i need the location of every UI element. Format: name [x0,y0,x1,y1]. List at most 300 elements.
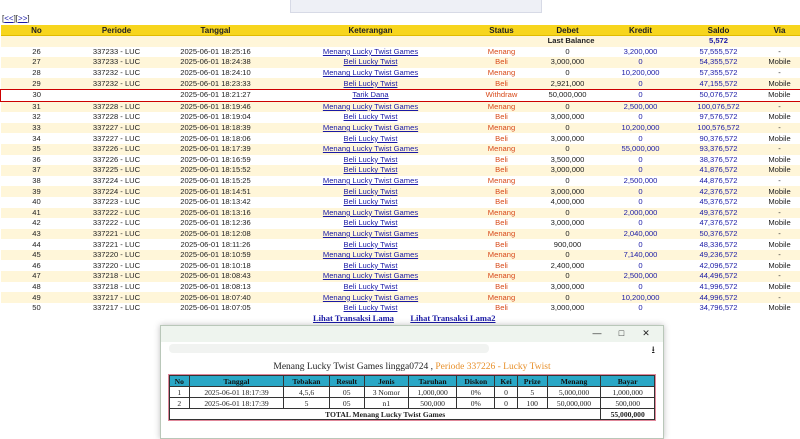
table-row [1,271,800,282]
cell-via: - [759,292,800,303]
cell-no: 41 [1,208,73,219]
cell-keterangan[interactable] [271,176,471,187]
bet-cell: 05 [329,387,364,398]
cell-kredit: 0 [603,260,679,271]
cell-kredit: 0 [603,133,679,144]
cell-no: 48 [1,282,73,293]
cell-kredit: 10,200,000 [603,292,679,303]
old-transactions-link[interactable]: Lihat Transaksi Lama [313,313,394,323]
cell-saldo: 93,376,572 [679,144,759,155]
table-row [1,197,800,208]
description-link[interactable]: Beli Lucky Twist [344,197,398,206]
cell-status: Beli [471,282,533,293]
cell-saldo: 57,555,572 [679,47,759,58]
bet-cell: 2025-06-01 18:17:39 [189,398,284,409]
cell-via: Mobile [759,89,800,101]
cell-status: Menang [471,68,533,79]
cell-no: 29 [1,78,73,89]
cell-no: 31 [1,101,73,112]
cell-status: Menang [471,176,533,187]
table-row [1,101,800,112]
cell-status: Menang [471,271,533,282]
cell-via: - [759,123,800,134]
cell-keterangan[interactable] [271,218,471,229]
cell-no: 47 [1,271,73,282]
cell-tanggal: 2025-06-01 18:19:46 [161,101,271,112]
cell-status: Menang [471,250,533,261]
cell-saldo: 41,876,572 [679,165,759,176]
cell-status: Beli [471,78,533,89]
cell-tanggal: 2025-06-01 18:12:36 [161,218,271,229]
bet-table-header [170,376,655,387]
col-periode: Periode [73,25,161,36]
cell-keterangan[interactable] [271,155,471,166]
bet-total-row [170,409,655,420]
cell-tanggal: 2025-06-01 18:08:43 [161,271,271,282]
table-row [1,57,800,68]
col-kredit: Kredit [603,25,679,36]
description-link[interactable]: Menang Lucky Twist Games [323,250,418,259]
cell-via: Mobile [759,260,800,271]
cell-via: Mobile [759,155,800,166]
cell-periode: 337233 - LUC [73,57,161,68]
cell-keterangan[interactable] [271,260,471,271]
prev-page-link[interactable]: << [4,14,13,23]
cell-no: 49 [1,292,73,303]
description-link[interactable]: Beli Lucky Twist [344,165,398,174]
cell-debet: 0 [533,250,603,261]
maximize-icon[interactable]: □ [610,328,632,338]
cell-status: Beli [471,218,533,229]
bet-cell: 100 [517,398,547,409]
description-link[interactable]: Beli Lucky Twist [344,134,398,143]
cell-tanggal: 2025-06-01 18:14:51 [161,186,271,197]
cell-via: - [759,101,800,112]
table-row [1,89,800,101]
cell-status: Beli [471,260,533,271]
cell-no: 34 [1,133,73,144]
cell-periode: 337225 - LUC [73,165,161,176]
last-balance-row [1,36,800,47]
cell-no: 35 [1,144,73,155]
cell-debet: 4,000,000 [533,197,603,208]
cell-status: Beli [471,239,533,250]
cell-tanggal: 2025-06-01 18:19:04 [161,112,271,123]
cell-debet: 0 [533,68,603,79]
cell-keterangan[interactable] [271,208,471,219]
cell-tanggal: 2025-06-01 18:18:39 [161,123,271,134]
description-link[interactable]: Menang Lucky Twist Games [323,229,418,238]
bet-col-menang: Menang [547,376,601,387]
table-row [1,133,800,144]
cell-debet: 0 [533,208,603,219]
cell-via: Mobile [759,133,800,144]
cell-no: 32 [1,112,73,123]
cell-kredit: 0 [603,197,679,208]
cell-periode: 337217 - LUC [73,303,161,314]
cell-keterangan[interactable] [271,89,471,101]
table-row [1,208,800,219]
cell-debet: 3,000,000 [533,303,603,314]
cell-saldo: 49,376,572 [679,208,759,219]
cell-kredit: 2,000,000 [603,208,679,219]
description-link[interactable]: Menang Lucky Twist Games [323,293,418,302]
cell-saldo: 41,996,572 [679,282,759,293]
cell-keterangan[interactable] [271,229,471,240]
description-link[interactable]: Menang Lucky Twist Games [323,68,418,77]
bet-col-tanggal: Tanggal [189,376,284,387]
bet-cell: 0% [457,398,495,409]
description-link[interactable]: Tarik Dana [352,90,388,99]
bet-row [170,387,655,398]
pagination-nav: [<<][>>] [2,14,30,23]
cell-no: 43 [1,229,73,240]
cell-via: Mobile [759,197,800,208]
col-status: Status [471,25,533,36]
cell-via: - [759,271,800,282]
popup-title-main: Menang Lucky Twist Games lingga0724 , [273,362,433,372]
description-link[interactable]: Menang Lucky Twist Games [323,271,418,280]
cell-kredit: 3,200,000 [603,47,679,58]
cell-saldo: 42,376,572 [679,186,759,197]
cell-debet: 2,921,000 [533,78,603,89]
old-transactions-2-link[interactable]: Lihat Transaksi Lama2 [410,313,495,323]
cell-status: Beli [471,155,533,166]
cell-periode: 337218 - LUC [73,282,161,293]
bet-cell: 5 [284,398,329,409]
cell-saldo: 90,376,572 [679,133,759,144]
bet-cell: 3 Nomor [364,387,408,398]
cell-saldo: 54,355,572 [679,57,759,68]
cell-kredit: 2,500,000 [603,101,679,112]
cell-status: Beli [471,57,533,68]
cell-tanggal: 2025-06-01 18:07:05 [161,303,271,314]
cell-keterangan[interactable] [271,101,471,112]
cell-keterangan[interactable] [271,292,471,303]
last-balance-label: Last Balance [1,36,603,47]
cell-kredit: 7,140,000 [603,250,679,261]
cell-debet: 3,000,000 [533,112,603,123]
cell-no: 45 [1,250,73,261]
cell-periode: 337220 - LUC [73,250,161,261]
cell-via: Mobile [759,303,800,314]
col-no: No [1,25,73,36]
cell-keterangan[interactable] [271,47,471,58]
cell-kredit: 2,040,000 [603,229,679,240]
cell-status: Menang [471,229,533,240]
bet-col-taruhan: Taruhan [408,376,456,387]
bet-cell: 500,000 [601,398,655,409]
bet-cell: 50,000,000 [547,398,601,409]
table-row [1,144,800,155]
top-panel-stub [290,0,542,13]
cell-periode: 337220 - LUC [73,260,161,271]
cell-keterangan[interactable] [271,68,471,79]
download-icon[interactable]: ⭳ [652,343,656,360]
cell-keterangan[interactable] [271,303,471,314]
description-link[interactable]: Beli Lucky Twist [344,218,398,227]
bet-col-result: Result [329,376,364,387]
cell-periode: 337226 - LUC [73,155,161,166]
cell-via: - [759,144,800,155]
cell-saldo: 49,236,572 [679,250,759,261]
cell-tanggal: 2025-06-01 18:12:08 [161,229,271,240]
cell-status: Menang [471,208,533,219]
cell-via: - [759,208,800,219]
bet-col-jenis: Jenis [364,376,408,387]
cell-periode: 337224 - LUC [73,186,161,197]
cell-saldo: 57,355,572 [679,68,759,79]
next-page-link[interactable]: >> [18,14,27,23]
cell-keterangan[interactable] [271,112,471,123]
cell-keterangan[interactable] [271,133,471,144]
cell-debet: 3,500,000 [533,155,603,166]
col-tanggal: Tanggal [161,25,271,36]
cell-debet: 3,000,000 [533,218,603,229]
description-link[interactable]: Beli Lucky Twist [344,112,398,121]
description-link[interactable]: Menang Lucky Twist Games [323,102,418,111]
table-row [1,218,800,229]
description-link[interactable]: Menang Lucky Twist Games [323,208,418,217]
cell-tanggal: 2025-06-01 18:17:39 [161,144,271,155]
transaction-table [0,25,800,313]
bet-total-value: 55,000,000 [601,409,655,420]
cell-saldo: 100,076,572 [679,101,759,112]
cell-via: Mobile [759,57,800,68]
popup-urlbar [161,342,663,356]
bet-col-kei: Kei [495,376,517,387]
cell-kredit: 10,200,000 [603,68,679,79]
bet-cell: 0% [457,387,495,398]
cell-via: Mobile [759,78,800,89]
cell-kredit: 0 [603,239,679,250]
cell-periode: 337224 - LUC [73,176,161,187]
table-row [1,239,800,250]
cell-no: 50 [1,303,73,314]
description-link[interactable]: Beli Lucky Twist [344,155,398,164]
cell-tanggal: 2025-06-01 18:10:59 [161,250,271,261]
cell-debet: 3,000,000 [533,186,603,197]
cell-periode: 337223 - LUC [73,197,161,208]
cell-periode: 337227 - LUC [73,123,161,134]
table-row [1,250,800,261]
table-row [1,260,800,271]
cell-no: 28 [1,68,73,79]
cell-no: 40 [1,197,73,208]
cell-saldo: 34,796,572 [679,303,759,314]
bet-col-no: No [170,376,190,387]
cell-kredit: 0 [603,89,679,101]
cell-periode: 337217 - LUC [73,292,161,303]
cell-kredit: 10,200,000 [603,123,679,134]
cell-debet: 0 [533,123,603,134]
table-row [1,186,800,197]
description-link[interactable]: Menang Lucky Twist Games [323,144,418,153]
col-via: Via [759,25,800,36]
cell-tanggal: 2025-06-01 18:18:06 [161,133,271,144]
table-row [1,282,800,293]
cell-keterangan[interactable] [271,197,471,208]
bet-cell: 2025-06-01 18:17:39 [189,387,284,398]
cell-saldo: 50,076,572 [679,89,759,101]
bet-cell: 5 [517,387,547,398]
popup-title-period: Periode 337226 - Lucky Twist [435,362,550,372]
bet-col-tebakan: Tebakan [284,376,329,387]
cell-saldo: 97,576,572 [679,112,759,123]
cell-tanggal: 2025-06-01 18:07:40 [161,292,271,303]
description-link[interactable]: Beli Lucky Twist [344,79,398,88]
cell-kredit: 55,000,000 [603,144,679,155]
cell-no: 26 [1,47,73,58]
cell-debet: 50,000,000 [533,89,603,101]
cell-keterangan[interactable] [271,282,471,293]
cell-keterangan[interactable] [271,239,471,250]
cell-kredit: 0 [603,282,679,293]
cell-periode: 337232 - LUC [73,68,161,79]
cell-status: Menang [471,47,533,58]
cell-kredit: 0 [603,112,679,123]
description-link[interactable]: Menang Lucky Twist Games [323,47,418,56]
bet-cell: 500,000 [408,398,456,409]
cell-no: 33 [1,123,73,134]
col-debet: Debet [533,25,603,36]
cell-saldo: 44,876,572 [679,176,759,187]
cell-tanggal: 2025-06-01 18:13:42 [161,197,271,208]
bet-cell: 1 [170,387,190,398]
cell-periode: 337227 - LUC [73,133,161,144]
cell-periode: 337233 - LUC [73,47,161,58]
cell-debet: 3,000,000 [533,133,603,144]
bet-total-label: TOTAL Menang Lucky Twist Games [170,409,601,420]
bet-cell: 1,000,000 [601,387,655,398]
cell-periode [73,89,161,101]
cell-kredit: 0 [603,218,679,229]
bet-cell: 05 [329,398,364,409]
cell-status: Withdraw [471,89,533,101]
bet-cell: n1 [364,398,408,409]
address-field[interactable] [169,344,489,353]
bet-cell: 0 [495,398,517,409]
col-keterangan: Keterangan [271,25,471,36]
description-link[interactable]: Beli Lucky Twist [344,261,398,270]
cell-debet: 900,000 [533,239,603,250]
cell-debet: 0 [533,176,603,187]
cell-tanggal: 2025-06-01 18:13:16 [161,208,271,219]
description-link[interactable]: Beli Lucky Twist [344,57,398,66]
cell-periode: 337228 - LUC [73,112,161,123]
cell-debet: 0 [533,144,603,155]
popup-titlebar [161,326,663,342]
description-link[interactable]: Beli Lucky Twist [344,282,398,291]
cell-saldo: 47,155,572 [679,78,759,89]
cell-kredit: 0 [603,78,679,89]
cell-via: - [759,229,800,240]
cell-tanggal: 2025-06-01 18:23:33 [161,78,271,89]
cell-tanggal: 2025-06-01 18:10:18 [161,260,271,271]
cell-via: Mobile [759,239,800,250]
cell-keterangan[interactable] [271,57,471,68]
cell-no: 46 [1,260,73,271]
cell-tanggal: 2025-06-01 18:15:25 [161,176,271,187]
description-link[interactable]: Beli Lucky Twist [344,240,398,249]
table-row [1,292,800,303]
table-row [1,112,800,123]
bet-cell: 4,5,6 [284,387,329,398]
cell-debet: 3,000,000 [533,57,603,68]
cell-no: 44 [1,239,73,250]
cell-status: Menang [471,292,533,303]
description-link[interactable]: Beli Lucky Twist [344,187,398,196]
cell-debet: 3,000,000 [533,282,603,293]
detail-popup-window [160,325,664,439]
cell-keterangan[interactable] [271,78,471,89]
cell-saldo: 44,496,572 [679,271,759,282]
table-row [1,155,800,166]
cell-periode: 337232 - LUC [73,78,161,89]
bet-row [170,398,655,409]
table-header [1,25,800,36]
cell-via: - [759,68,800,79]
description-link[interactable]: Menang Lucky Twist Games [323,176,418,185]
bet-cell: 1,000,000 [408,387,456,398]
description-link[interactable]: Beli Lucky Twist [344,303,398,312]
cell-periode: 337228 - LUC [73,101,161,112]
table-row [1,78,800,89]
cell-status: Beli [471,133,533,144]
cell-tanggal: 2025-06-01 18:11:26 [161,239,271,250]
cell-no: 37 [1,165,73,176]
bet-col-diskon: Diskon [457,376,495,387]
col-saldo: Saldo [679,25,759,36]
cell-periode: 337222 - LUC [73,218,161,229]
cell-saldo: 38,376,572 [679,155,759,166]
cell-keterangan[interactable] [271,186,471,197]
cell-status: Menang [471,101,533,112]
bet-cell: 5,000,000 [547,387,601,398]
cell-keterangan[interactable] [271,271,471,282]
cell-debet: 2,400,000 [533,260,603,271]
table-row [1,176,800,187]
close-icon[interactable]: ✕ [635,328,657,339]
bet-col-prize: Prize [517,376,547,387]
cell-status: Beli [471,197,533,208]
cell-keterangan[interactable] [271,250,471,261]
cell-kredit: 0 [603,155,679,166]
cell-tanggal: 2025-06-01 18:08:13 [161,282,271,293]
cell-debet: 0 [533,47,603,58]
cell-status: Menang [471,144,533,155]
cell-via: Mobile [759,282,800,293]
minimize-icon[interactable]: — [586,328,608,338]
cell-saldo: 48,336,572 [679,239,759,250]
bet-cell: 2 [170,398,190,409]
cell-keterangan[interactable] [271,144,471,155]
last-balance-value: 5,572 [679,36,759,47]
cell-keterangan[interactable] [271,123,471,134]
cell-keterangan[interactable] [271,165,471,176]
table-row [1,165,800,176]
popup-title [161,362,663,372]
cell-saldo: 42,096,572 [679,260,759,271]
cell-no: 38 [1,176,73,187]
cell-via: - [759,250,800,261]
table-row [1,229,800,240]
cell-no: 42 [1,218,73,229]
description-link[interactable]: Menang Lucky Twist Games [323,123,418,132]
cell-periode: 337226 - LUC [73,144,161,155]
bet-cell: 0 [495,387,517,398]
cell-no: 39 [1,186,73,197]
